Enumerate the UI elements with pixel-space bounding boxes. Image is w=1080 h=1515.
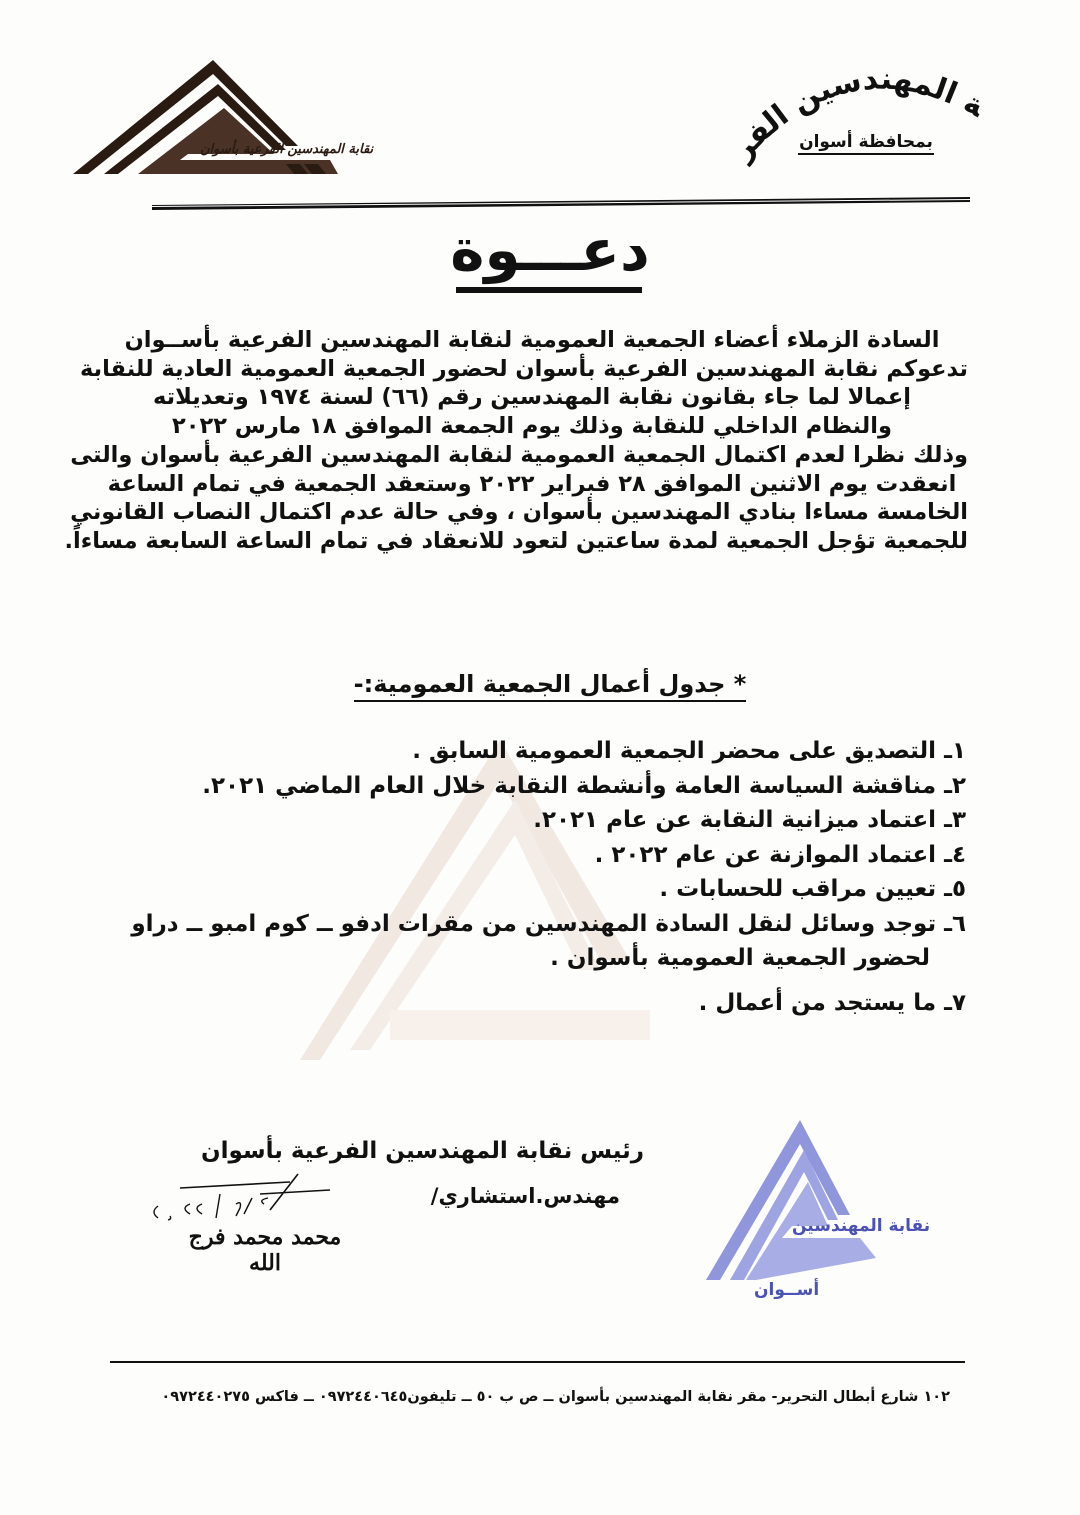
agenda-item: ٧ـ ما يستجد من أعمال . bbox=[698, 989, 966, 1016]
signatory-title: رئيس نقابة المهندسين الفرعية بأسوان bbox=[201, 1138, 644, 1164]
body-line: تدعوكم نقابة المهندسين الفرعية بأسوان لحضور الجمعية العمومية العادية للنقابة bbox=[80, 355, 968, 382]
body-line: السادة الزملاء أعضاء الجمعية العمومية لنقابة المهندسين الفرعية بأســوان bbox=[124, 327, 940, 353]
agenda-item: ٤ـ اعتماد الموازنة عن عام ٢٠٢٢ . bbox=[594, 841, 966, 868]
signatory-role: مهندس.استشاري/ bbox=[430, 1184, 620, 1208]
agenda-heading: * جدول أعمال الجمعية العمومية:- bbox=[330, 670, 770, 698]
body-line: انعقدت يوم الاثنين الموافق ٢٨ فبراير ٢٠٢٢ وستعقد الجمعية في تمام الساعة bbox=[107, 470, 957, 497]
agenda-item: ٢ـ مناقشة السياسة العامة وأنشطة النقابة خلال العام الماضي ٢٠٢١. bbox=[202, 772, 966, 799]
footer-address: ١٠٢ شارع أبطال التحرير- مقر نقابة المهندسين بأسوان ــ ص ب ٥٠ ــ تليفون٠٩٧٢٤٤٠٦٤٥ ــ فاكس ٠٩٧٢٤٤٠٢٧٥ bbox=[161, 1389, 950, 1405]
stamp-text: نقابة المهندسين bbox=[792, 1216, 931, 1236]
document-title: دعـــوة bbox=[450, 216, 650, 284]
stamp-text: أســوان bbox=[754, 1280, 820, 1300]
body-line: والنظام الداخلي للنقابة وذلك يوم الجمعة الموافق ١٨ مارس ٢٠٢٢ bbox=[172, 413, 892, 440]
header-divider bbox=[152, 196, 970, 210]
signatory-name: محمد محمد فرج الله bbox=[188, 1224, 342, 1276]
syndicate-logo bbox=[68, 52, 488, 178]
agenda-item-continuation: لحضور الجمعية العمومية بأسوان . bbox=[550, 945, 930, 971]
body-line: للجمعية تؤجل الجمعية لمدة ساعتين لتعود للانعقاد في تمام الساعة السابعة مساءاً. bbox=[64, 527, 968, 554]
logo-caption: نقابة المهندسين الفرعية بأسوان bbox=[200, 142, 374, 157]
agenda-list bbox=[131, 734, 966, 1020]
governorate-label: بمحافظة أسوان bbox=[798, 132, 934, 155]
agenda-item: ٣ـ اعتماد ميزانية النقابة عن عام ٢٠٢١. bbox=[533, 807, 966, 833]
signature-icon bbox=[140, 1170, 340, 1230]
invitation-body bbox=[64, 326, 968, 556]
body-line: وذلك نظرا لعدم اكتمال الجمعية العمومية لنقابة المهندسين الفرعية بأسوان والتى bbox=[70, 441, 968, 468]
footer-divider bbox=[110, 1361, 965, 1363]
agenda-item: ٦ـ توجد وسائل لنقل السادة المهندسين من مقرات ادفو ــ كوم امبو ــ دراو لحضور الجمعية العمومية بأسوان . bbox=[166, 907, 966, 976]
title-underline bbox=[456, 287, 642, 293]
body-line: الخامسة مساءا بنادي المهندسين بأسوان ، وفي حالة عدم اكتمال النصاب القانوني bbox=[70, 499, 968, 526]
handwritten-signature bbox=[140, 1170, 340, 1230]
agenda-item: ١ـ التصديق على محضر الجمعية العمومية السابق . bbox=[412, 738, 966, 764]
svg-text:نقابة المهندسين الفرعية: نقابة المهندسين الفرعية bbox=[725, 29, 991, 167]
body-line: إعمالا لما جاء بقانون نقابة المهندسين رقم (٦٦) لسنة ١٩٧٤ وتعديلاته bbox=[153, 384, 911, 411]
triangle-logo-icon bbox=[68, 52, 488, 178]
agenda-item: ٥ـ تعيين مراقب للحسابات . bbox=[659, 876, 966, 902]
